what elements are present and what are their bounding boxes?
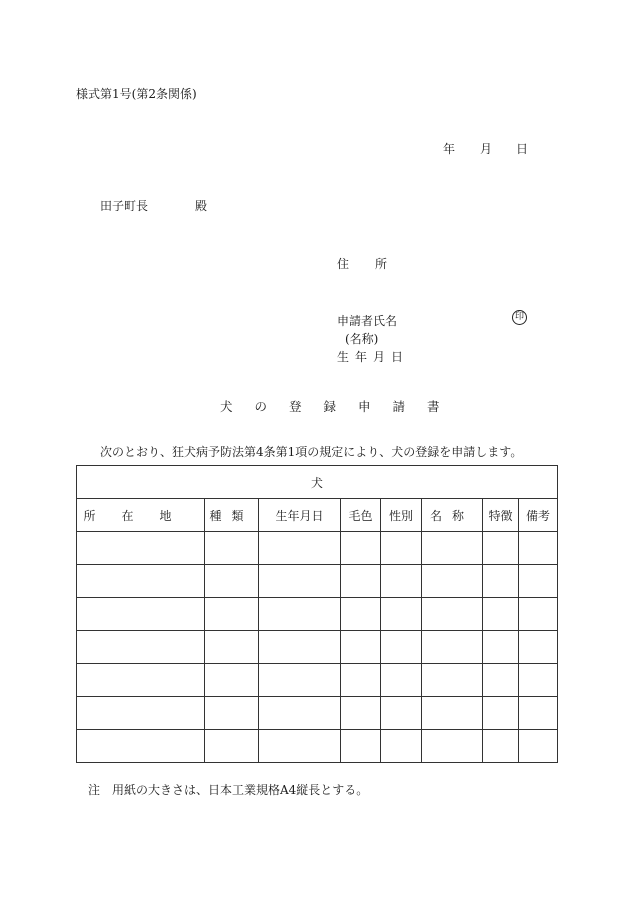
birth-date-label: 生年月日 bbox=[337, 350, 410, 364]
table-cell[interactable] bbox=[422, 598, 483, 631]
table-cell[interactable] bbox=[381, 598, 422, 631]
table-cell[interactable] bbox=[77, 532, 205, 565]
table-cell[interactable] bbox=[519, 565, 558, 598]
table-cell[interactable] bbox=[483, 631, 519, 664]
col-header-sex: 性別 bbox=[381, 499, 422, 532]
table-cell[interactable] bbox=[483, 532, 519, 565]
table-cell[interactable] bbox=[381, 532, 422, 565]
table-cell[interactable] bbox=[381, 697, 422, 730]
date-year-label: 年 bbox=[443, 142, 456, 156]
col-header-breed: 種類 bbox=[205, 499, 259, 532]
table-cell[interactable] bbox=[259, 598, 341, 631]
table-cell[interactable] bbox=[519, 730, 558, 763]
table-cell[interactable] bbox=[341, 631, 381, 664]
table-cell[interactable] bbox=[341, 565, 381, 598]
footnote: 注 用紙の大きさは、日本工業規格A4縦長とする。 bbox=[88, 783, 369, 797]
table-cell[interactable] bbox=[381, 565, 422, 598]
table-cell[interactable] bbox=[77, 730, 205, 763]
table-cell[interactable] bbox=[259, 565, 341, 598]
table-cell[interactable] bbox=[205, 565, 259, 598]
table-cell[interactable] bbox=[341, 697, 381, 730]
table-cell[interactable] bbox=[205, 664, 259, 697]
table-cell[interactable] bbox=[341, 730, 381, 763]
table-cell[interactable] bbox=[422, 532, 483, 565]
table-cell[interactable] bbox=[519, 631, 558, 664]
table-cell[interactable] bbox=[205, 598, 259, 631]
form-number: 様式第1号(第2条関係) bbox=[76, 87, 197, 101]
table-cell[interactable] bbox=[483, 664, 519, 697]
table-cell[interactable] bbox=[205, 730, 259, 763]
table-row bbox=[77, 532, 558, 565]
table-cell[interactable] bbox=[205, 532, 259, 565]
table-cell[interactable] bbox=[422, 631, 483, 664]
col-header-dog-name: 名称 bbox=[422, 499, 483, 532]
table-row bbox=[77, 565, 558, 598]
seal-mark: 印 bbox=[512, 310, 527, 325]
date-month-label: 月 bbox=[480, 142, 493, 156]
table-cell[interactable] bbox=[483, 697, 519, 730]
table-cell[interactable] bbox=[422, 730, 483, 763]
table-cell[interactable] bbox=[77, 598, 205, 631]
table-row bbox=[77, 730, 558, 763]
table-row bbox=[77, 598, 558, 631]
table-cell[interactable] bbox=[483, 730, 519, 763]
addressee-name: 田子町長 bbox=[100, 199, 149, 213]
table-cell[interactable] bbox=[519, 697, 558, 730]
addressee-honorific: 殿 bbox=[195, 199, 208, 213]
applicant-name-label: 申請者氏名 bbox=[337, 314, 398, 328]
col-header-birth-date: 生年月日 bbox=[259, 499, 341, 532]
table-cell[interactable] bbox=[519, 532, 558, 565]
col-header-location: 所在地 bbox=[77, 499, 205, 532]
address-label: 住所 bbox=[337, 257, 414, 271]
table-cell[interactable] bbox=[381, 664, 422, 697]
table-cell[interactable] bbox=[483, 565, 519, 598]
table-cell[interactable] bbox=[519, 598, 558, 631]
intro-text: 次のとおり、狂犬病予防法第4条第1項の規定により、犬の登録を申請します。 bbox=[100, 445, 523, 459]
col-header-coat-color: 毛色 bbox=[341, 499, 381, 532]
table-row bbox=[77, 631, 558, 664]
table-cell[interactable] bbox=[77, 565, 205, 598]
table-cell[interactable] bbox=[519, 664, 558, 697]
table-cell[interactable] bbox=[341, 532, 381, 565]
table-row bbox=[77, 664, 558, 697]
table-cell[interactable] bbox=[422, 697, 483, 730]
table-cell[interactable] bbox=[259, 631, 341, 664]
applicant-name-sub: (名称) bbox=[345, 332, 379, 346]
table-cell[interactable] bbox=[259, 532, 341, 565]
table-cell[interactable] bbox=[422, 565, 483, 598]
table-cell[interactable] bbox=[259, 730, 341, 763]
table-cell[interactable] bbox=[205, 697, 259, 730]
table-cell[interactable] bbox=[77, 631, 205, 664]
table-cell[interactable] bbox=[259, 664, 341, 697]
table-cell[interactable] bbox=[259, 697, 341, 730]
table-row bbox=[77, 697, 558, 730]
registration-table bbox=[76, 465, 558, 763]
date-day-label: 日 bbox=[516, 142, 529, 156]
col-header-remarks: 備考 bbox=[519, 499, 558, 532]
table-cell[interactable] bbox=[77, 664, 205, 697]
table-cell[interactable] bbox=[341, 598, 381, 631]
document-title: 犬の登録申請書 bbox=[220, 399, 462, 414]
table-cell[interactable] bbox=[422, 664, 483, 697]
table-cell[interactable] bbox=[205, 631, 259, 664]
table-cell[interactable] bbox=[77, 697, 205, 730]
table-cell[interactable] bbox=[381, 631, 422, 664]
table-cell[interactable] bbox=[341, 664, 381, 697]
col-header-features: 特徴 bbox=[483, 499, 519, 532]
table-cell[interactable] bbox=[483, 598, 519, 631]
table-group-header: 犬 bbox=[77, 466, 558, 499]
table-cell[interactable] bbox=[381, 730, 422, 763]
